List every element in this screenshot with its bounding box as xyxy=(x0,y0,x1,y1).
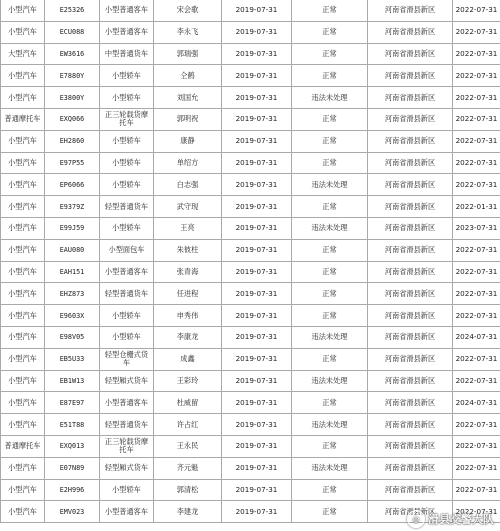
status-cell: 正常 xyxy=(292,501,368,523)
vehicle-type-cell: 轻型厢式货车 xyxy=(100,370,154,392)
address-cell: 河南省滑县新区 xyxy=(368,21,453,43)
expiry-date-cell: 2024-07-31 xyxy=(453,326,500,348)
vehicle-class-cell: 小型汽车 xyxy=(1,196,45,218)
vehicle-type-cell: 小型轿车 xyxy=(100,326,154,348)
watermark xyxy=(407,510,494,528)
owner-name-cell: 申秀伟 xyxy=(154,305,222,327)
vehicle-type-cell: 小型轿车 xyxy=(100,479,154,501)
plate-number-cell: EXQ066 xyxy=(45,108,100,130)
status-cell: 正常 xyxy=(292,239,368,261)
table-row xyxy=(1,414,500,436)
owner-name-cell: 李康龙 xyxy=(154,326,222,348)
owner-name-cell: 许占红 xyxy=(154,414,222,436)
table-row xyxy=(1,283,500,305)
plate-number-cell: E3800Y xyxy=(45,87,100,109)
table-row xyxy=(1,479,500,501)
owner-name-cell: 仝鹤 xyxy=(154,65,222,87)
address-cell: 河南省滑县新区 xyxy=(368,87,453,109)
vehicle-class-cell: 普通摩托车 xyxy=(1,108,45,130)
inspection-date-cell: 2019-07-31 xyxy=(222,0,292,21)
plate-number-cell: E87E97 xyxy=(45,392,100,414)
address-cell: 河南省滑县新区 xyxy=(368,457,453,479)
status-cell: 违法未处理 xyxy=(292,217,368,239)
owner-name-cell: 任进程 xyxy=(154,283,222,305)
owner-name-cell: 李永飞 xyxy=(154,21,222,43)
plate-number-cell: E2H996 xyxy=(45,479,100,501)
owner-name-cell: 齐元魁 xyxy=(154,457,222,479)
expiry-date-cell: 2022-07-31 xyxy=(453,0,500,21)
table-row xyxy=(1,65,500,87)
plate-number-cell: EAU080 xyxy=(45,239,100,261)
expiry-date-cell: 2022-07-31 xyxy=(453,65,500,87)
vehicle-class-cell: 小型汽车 xyxy=(1,326,45,348)
owner-name-cell: 王亮 xyxy=(154,217,222,239)
plate-number-cell: EXQ013 xyxy=(45,435,100,457)
owner-name-cell: 单绍方 xyxy=(154,152,222,174)
inspection-date-cell: 2019-07-31 xyxy=(222,414,292,436)
watermark-text: 滑县交警大队 xyxy=(428,513,494,526)
owner-name-cell: 王彩玲 xyxy=(154,370,222,392)
owner-name-cell: 郭瑞强 xyxy=(154,43,222,65)
address-cell: 河南省滑县新区 xyxy=(368,414,453,436)
address-cell: 河南省滑县新区 xyxy=(368,261,453,283)
expiry-date-cell: 2022-07-31 xyxy=(453,261,500,283)
status-cell: 正常 xyxy=(292,43,368,65)
inspection-date-cell: 2019-07-31 xyxy=(222,283,292,305)
inspection-date-cell: 2019-07-31 xyxy=(222,261,292,283)
owner-name-cell: 郭明祝 xyxy=(154,108,222,130)
vehicle-type-cell: 正三轮载货摩托车 xyxy=(100,435,154,457)
table-row xyxy=(1,348,500,370)
expiry-date-cell: 2022-07-31 xyxy=(453,87,500,109)
address-cell: 河南省滑县新区 xyxy=(368,152,453,174)
address-cell: 河南省滑县新区 xyxy=(368,370,453,392)
expiry-date-cell: 2022-07-31 xyxy=(453,21,500,43)
expiry-date-cell: 2022-07-31 xyxy=(453,152,500,174)
expiry-date-cell: 2022-07-31 xyxy=(453,130,500,152)
address-cell: 河南省滑县新区 xyxy=(368,196,453,218)
status-cell: 正常 xyxy=(292,65,368,87)
address-cell: 河南省滑县新区 xyxy=(368,392,453,414)
vehicle-class-cell: 小型汽车 xyxy=(1,130,45,152)
vehicle-class-cell: 小型汽车 xyxy=(1,0,45,21)
status-cell: 正常 xyxy=(292,305,368,327)
vehicle-type-cell: 小型轿车 xyxy=(100,174,154,196)
vehicle-class-cell: 小型汽车 xyxy=(1,283,45,305)
expiry-date-cell: 2023-07-31 xyxy=(453,217,500,239)
vehicle-class-cell: 小型汽车 xyxy=(1,414,45,436)
wechat-icon: ◎ xyxy=(407,510,425,528)
vehicle-type-cell: 小型轿车 xyxy=(100,217,154,239)
status-cell: 违法未处理 xyxy=(292,370,368,392)
address-cell: 河南省滑县新区 xyxy=(368,239,453,261)
inspection-date-cell: 2019-07-31 xyxy=(222,501,292,523)
vehicle-type-cell: 小型普通客车 xyxy=(100,501,154,523)
inspection-date-cell: 2019-07-31 xyxy=(222,239,292,261)
plate-number-cell: EH2860 xyxy=(45,130,100,152)
inspection-date-cell: 2019-07-31 xyxy=(222,130,292,152)
expiry-date-cell: 2022-07-31 xyxy=(453,479,500,501)
status-cell: 正常 xyxy=(292,392,368,414)
table-row xyxy=(1,43,500,65)
expiry-date-cell: 2022-07-31 xyxy=(453,283,500,305)
plate-number-cell: E9603X xyxy=(45,305,100,327)
status-cell: 违法未处理 xyxy=(292,87,368,109)
vehicle-type-cell: 小型轿车 xyxy=(100,152,154,174)
inspection-date-cell: 2019-07-31 xyxy=(222,370,292,392)
owner-name-cell: 成鑫 xyxy=(154,348,222,370)
inspection-date-cell: 2019-07-31 xyxy=(222,457,292,479)
table-row xyxy=(1,130,500,152)
status-cell: 正常 xyxy=(292,348,368,370)
vehicle-type-cell: 小型普通客车 xyxy=(100,21,154,43)
status-cell: 正常 xyxy=(292,435,368,457)
table-row xyxy=(1,305,500,327)
owner-name-cell: 王永民 xyxy=(154,435,222,457)
address-cell: 河南省滑县新区 xyxy=(368,326,453,348)
address-cell: 河南省滑县新区 xyxy=(368,348,453,370)
table-row xyxy=(1,435,500,457)
expiry-date-cell: 2022-07-31 xyxy=(453,348,500,370)
vehicle-class-cell: 大型汽车 xyxy=(1,43,45,65)
vehicle-type-cell: 小型轿车 xyxy=(100,305,154,327)
owner-name-cell: 杜威留 xyxy=(154,392,222,414)
vehicle-class-cell: 小型汽车 xyxy=(1,457,45,479)
vehicle-class-cell: 小型汽车 xyxy=(1,348,45,370)
inspection-date-cell: 2019-07-31 xyxy=(222,326,292,348)
vehicle-type-cell: 中型普通货车 xyxy=(100,43,154,65)
expiry-date-cell: 2024-07-31 xyxy=(453,392,500,414)
expiry-date-cell: 2022-01-31 xyxy=(453,196,500,218)
plate-number-cell: ECU088 xyxy=(45,21,100,43)
plate-number-cell: E97P55 xyxy=(45,152,100,174)
status-cell: 正常 xyxy=(292,21,368,43)
vehicle-class-cell: 小型汽车 xyxy=(1,152,45,174)
plate-number-cell: EP6066 xyxy=(45,174,100,196)
inspection-date-cell: 2019-07-31 xyxy=(222,21,292,43)
status-cell: 正常 xyxy=(292,108,368,130)
plate-number-cell: E99J59 xyxy=(45,217,100,239)
address-cell: 河南省滑县新区 xyxy=(368,217,453,239)
owner-name-cell: 康静 xyxy=(154,130,222,152)
address-cell: 河南省滑县新区 xyxy=(368,435,453,457)
plate-number-cell: E7880Y xyxy=(45,65,100,87)
table-row xyxy=(1,217,500,239)
table-row xyxy=(1,392,500,414)
inspection-date-cell: 2019-07-31 xyxy=(222,305,292,327)
table-row xyxy=(1,326,500,348)
expiry-date-cell: 2022-07-31 xyxy=(453,108,500,130)
inspection-date-cell: 2019-07-31 xyxy=(222,152,292,174)
status-cell: 正常 xyxy=(292,0,368,21)
inspection-date-cell: 2019-07-31 xyxy=(222,43,292,65)
status-cell: 违法未处理 xyxy=(292,326,368,348)
status-cell: 正常 xyxy=(292,283,368,305)
vehicle-class-cell: 小型汽车 xyxy=(1,392,45,414)
owner-name-cell: 朱彼柱 xyxy=(154,239,222,261)
plate-number-cell: EW3616 xyxy=(45,43,100,65)
address-cell: 河南省滑县新区 xyxy=(368,305,453,327)
table-row xyxy=(1,196,500,218)
expiry-date-cell: 2022-07-31 xyxy=(453,414,500,436)
vehicle-class-cell: 小型汽车 xyxy=(1,370,45,392)
inspection-date-cell: 2019-07-31 xyxy=(222,217,292,239)
address-cell: 河南省滑县新区 xyxy=(368,501,453,523)
owner-name-cell: 郭清松 xyxy=(154,479,222,501)
address-cell: 河南省滑县新区 xyxy=(368,65,453,87)
vehicle-type-cell: 正三轮载货摩托车 xyxy=(100,108,154,130)
plate-number-cell: E9379Z xyxy=(45,196,100,218)
vehicle-type-cell: 轻型普通货车 xyxy=(100,196,154,218)
table-row xyxy=(1,239,500,261)
plate-number-cell: E25326 xyxy=(45,0,100,21)
owner-name-cell: 刘国允 xyxy=(154,87,222,109)
plate-number-cell: EAH151 xyxy=(45,261,100,283)
plate-number-cell: E51T88 xyxy=(45,414,100,436)
table-row xyxy=(1,152,500,174)
vehicle-type-cell: 轻型仓栅式货车 xyxy=(100,348,154,370)
vehicle-class-cell: 小型汽车 xyxy=(1,305,45,327)
vehicle-class-cell: 小型汽车 xyxy=(1,217,45,239)
table-row xyxy=(1,108,500,130)
vehicle-type-cell: 小型普通客车 xyxy=(100,0,154,21)
vehicle-class-cell: 小型汽车 xyxy=(1,261,45,283)
owner-name-cell: 宋会歌 xyxy=(154,0,222,21)
expiry-date-cell: 2022-07-31 xyxy=(453,174,500,196)
vehicle-class-cell: 小型汽车 xyxy=(1,501,45,523)
vehicle-type-cell: 小型普通客车 xyxy=(100,261,154,283)
expiry-date-cell: 2022-07-31 xyxy=(453,239,500,261)
vehicle-type-cell: 小型轿车 xyxy=(100,87,154,109)
owner-name-cell: 张青海 xyxy=(154,261,222,283)
expiry-date-cell: 2022-07-31 xyxy=(453,501,500,523)
table-row xyxy=(1,457,500,479)
vehicle-class-cell: 小型汽车 xyxy=(1,65,45,87)
table-row xyxy=(1,21,500,43)
vehicle-type-cell: 小型普通客车 xyxy=(100,392,154,414)
vehicle-type-cell: 小型面包车 xyxy=(100,239,154,261)
table-row xyxy=(1,261,500,283)
inspection-date-cell: 2019-07-31 xyxy=(222,479,292,501)
inspection-date-cell: 2019-07-31 xyxy=(222,108,292,130)
expiry-date-cell: 2022-07-31 xyxy=(453,370,500,392)
plate-number-cell: EHZ873 xyxy=(45,283,100,305)
status-cell: 正常 xyxy=(292,479,368,501)
table-row xyxy=(1,174,500,196)
table-row xyxy=(1,87,500,109)
vehicle-class-cell: 普通摩托车 xyxy=(1,435,45,457)
inspection-date-cell: 2019-07-31 xyxy=(222,196,292,218)
status-cell: 正常 xyxy=(292,152,368,174)
inspection-date-cell: 2019-07-31 xyxy=(222,435,292,457)
address-cell: 河南省滑县新区 xyxy=(368,174,453,196)
inspection-date-cell: 2019-07-31 xyxy=(222,87,292,109)
status-cell: 正常 xyxy=(292,130,368,152)
vehicle-class-cell: 小型汽车 xyxy=(1,239,45,261)
expiry-date-cell: 2022-07-31 xyxy=(453,43,500,65)
status-cell: 违法未处理 xyxy=(292,174,368,196)
address-cell: 河南省滑县新区 xyxy=(368,130,453,152)
status-cell: 违法未处理 xyxy=(292,414,368,436)
vehicle-type-cell: 小型轿车 xyxy=(100,130,154,152)
plate-number-cell: E07N89 xyxy=(45,457,100,479)
vehicle-class-cell: 小型汽车 xyxy=(1,479,45,501)
plate-number-cell: EB5U33 xyxy=(45,348,100,370)
vehicle-class-cell: 小型汽车 xyxy=(1,87,45,109)
vehicle-class-cell: 小型汽车 xyxy=(1,174,45,196)
vehicle-class-cell: 小型汽车 xyxy=(1,21,45,43)
vehicle-type-cell: 轻型普通货车 xyxy=(100,414,154,436)
address-cell: 河南省滑县新区 xyxy=(368,283,453,305)
expiry-date-cell: 2022-07-31 xyxy=(453,305,500,327)
inspection-date-cell: 2019-07-31 xyxy=(222,392,292,414)
table-body xyxy=(1,0,500,523)
owner-name-cell: 武守现 xyxy=(154,196,222,218)
plate-number-cell: EB1W13 xyxy=(45,370,100,392)
expiry-date-cell: 2022-07-31 xyxy=(453,435,500,457)
inspection-date-cell: 2019-07-31 xyxy=(222,65,292,87)
inspection-date-cell: 2019-07-31 xyxy=(222,174,292,196)
address-cell: 河南省滑县新区 xyxy=(368,479,453,501)
address-cell: 河南省滑县新区 xyxy=(368,43,453,65)
vehicle-type-cell: 轻型厢式货车 xyxy=(100,457,154,479)
vehicle-type-cell: 轻型普通货车 xyxy=(100,283,154,305)
status-cell: 违法未处理 xyxy=(292,457,368,479)
expiry-date-cell: 2022-07-31 xyxy=(453,457,500,479)
plate-number-cell: EMV023 xyxy=(45,501,100,523)
table-row xyxy=(1,370,500,392)
inspection-date-cell: 2019-07-31 xyxy=(222,348,292,370)
vehicle-type-cell: 小型轿车 xyxy=(100,65,154,87)
address-cell: 河南省滑县新区 xyxy=(368,0,453,21)
table-row xyxy=(1,0,500,21)
owner-name-cell: 李建龙 xyxy=(154,501,222,523)
owner-name-cell: 白志强 xyxy=(154,174,222,196)
status-cell: 正常 xyxy=(292,261,368,283)
status-cell: 正常 xyxy=(292,196,368,218)
address-cell: 河南省滑县新区 xyxy=(368,108,453,130)
plate-number-cell: E98V05 xyxy=(45,326,100,348)
